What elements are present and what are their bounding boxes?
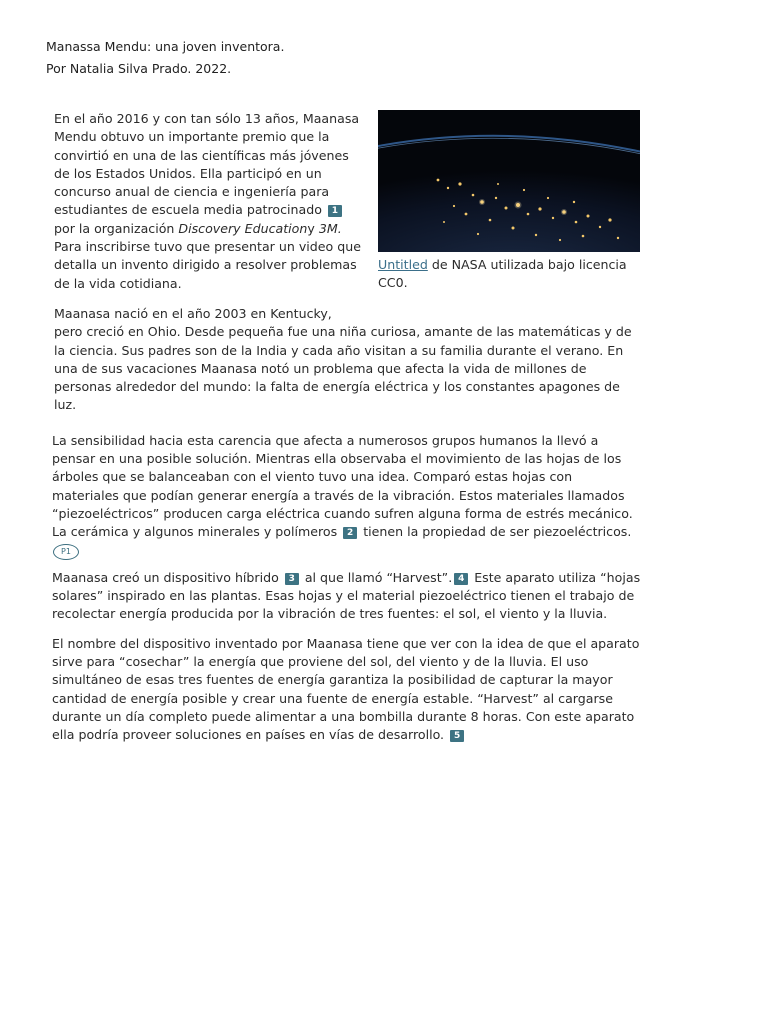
footnote-3[interactable]: 3 [285, 573, 299, 585]
footnote-4[interactable]: 4 [454, 573, 468, 585]
document-header [46, 36, 284, 80]
paragraph-marker-p1[interactable]: P1 [53, 544, 79, 560]
paragraph-3-text-b: tienen la propiedad de ser piezoeléctricos. [363, 524, 632, 540]
org-3m: 3M. [318, 220, 342, 236]
footnote-1[interactable]: 1 [328, 205, 342, 217]
intro-text-por: por la organización [54, 220, 175, 236]
paragraph-4-text-c: Este aparato utiliza “hojas solares” inspirado en las plantas. Esas hojas y el material piezoeléctrico tienen el trabajo de recolectar energía producida por la vibración de tres fuentes: el sol, el viento y la lluvia. [52, 569, 641, 622]
paragraph-2-first-line: Maanasa nació en el año 2003 en Kentucky, [54, 306, 332, 321]
paragraph-4-text-a: Maanasa creó un dispositivo híbrido [52, 569, 279, 585]
paragraph-3-text-a: La sensibilidad hacia esta carencia que afecta a numerosos grupos humanos la llevó a pensar en una posible solución. Mientras ella observaba el movimiento de las hojas de los árboles que se balanceaban con el viento tuvo una idea. Comparó estas hojas con materiales que podían generar energía a través de la vibración. Estos materiales llamados “piezoeléctricos” producen carga eléctrica cuando sufren alguna forma de estrés mecánico. La cerámica y algunos minerales y polímeros [52, 432, 633, 540]
photo-source-link[interactable]: Untitled [378, 257, 428, 272]
paragraph-2-rest: pero creció en Ohio. Desde pequeña fue una niña curiosa, amante de las matemáticas y de la ciencia. Sus padres son de la India y cada año visitan a su familia durante el verano. En una de sus vacaciones Maanasa notó un problema que afecta la vida de millones de personas alrededor del mundo: la falta de energía eléctrica y los constantes apagones de luz. [54, 324, 632, 413]
article-body [52, 110, 642, 745]
earth-night-photo [378, 110, 640, 252]
figure [378, 110, 640, 293]
document-title: Manassa Mendu: una joven inventora. [46, 39, 285, 54]
figure-caption [378, 256, 640, 293]
intro-text-y: y [307, 220, 315, 236]
footnote-2[interactable]: 2 [343, 527, 357, 539]
paragraph-2 [52, 305, 642, 415]
footnote-5[interactable]: 5 [450, 730, 464, 742]
intro-text-b: Para inscribirse tuvo que presentar un video que detalla un invento dirigido a resolver problemas de la vida cotidiana. [54, 239, 361, 291]
caption-text: de NASA utilizada bajo licencia CC0. [378, 257, 627, 291]
paragraph-5-text: El nombre del dispositivo inventado por Maanasa tiene que ver con la idea de que el aparato sirve para “cosechar” la energía que proviene del sol, del viento y de la lluvia. El uso simultáneo de esas tres fuentes de energía garantiza la posibilidad de capturar la mayor cantidad de energía posible y crear una fuente de energía estable. “Harvest” al cargarse durante un día completo puede alimentar a una bombilla durante 8 horas. Con este aparato ella podría proveer soluciones en países en vías de desarrollo. [52, 635, 640, 743]
intro-text-a: En el año 2016 y con tan sólo 13 años, Maanasa Mendu obtuvo un importante premio que la convirtió en una de las científicas más jóvenes de los Estados Unidos. Ella participó en un concurso anual de ciencia e ingeniería para estudiantes de escuela media patrocinado [54, 111, 360, 218]
org-discovery-education: Discovery Education [178, 220, 308, 236]
paragraph-4 [52, 569, 642, 624]
intro-paragraph [54, 110, 366, 293]
paragraph-5 [52, 635, 642, 745]
document-byline: Por Natalia Silva Prado. 2022. [46, 61, 232, 76]
earth-lights-illustration [378, 110, 640, 252]
paragraph-4-text-b: al que llamó “Harvest”. [304, 569, 453, 585]
intro-section [52, 110, 642, 298]
paragraph-3 [52, 432, 642, 560]
